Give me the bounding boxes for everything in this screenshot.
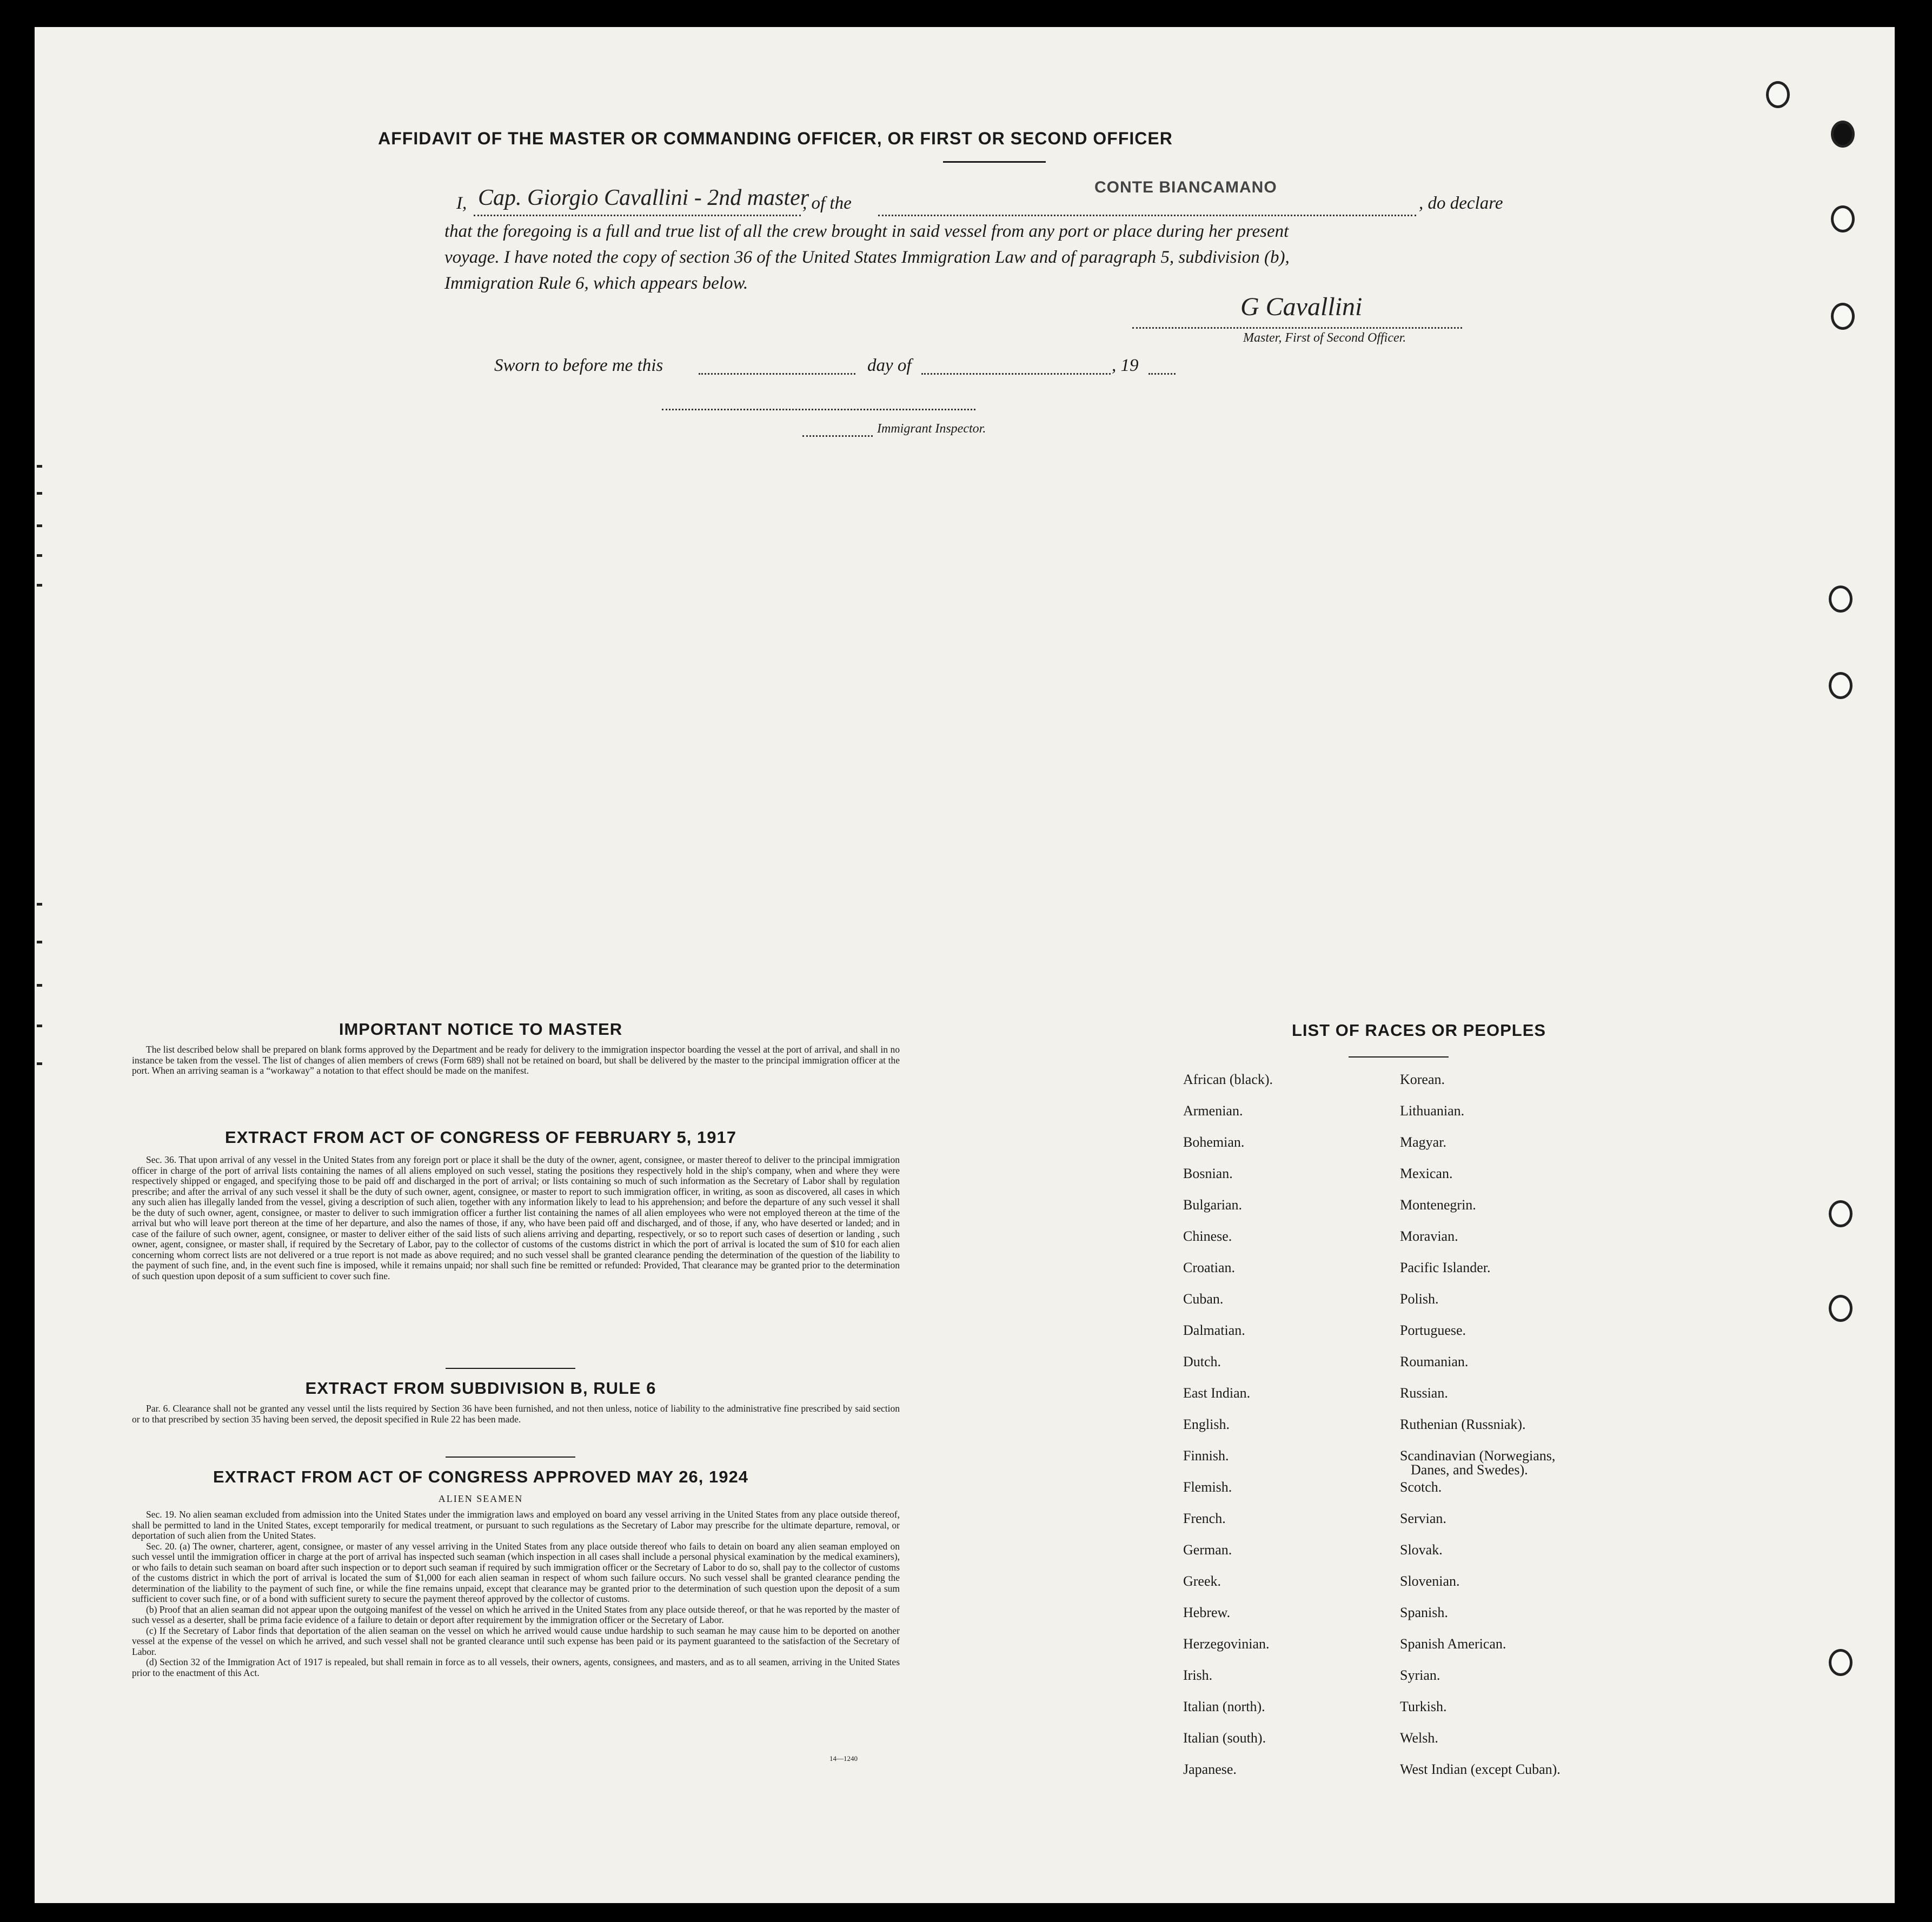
race-item: Scandinavian (Norwegians, xyxy=(1400,1448,1556,1464)
edge-mark xyxy=(37,984,42,987)
i-label: I, xyxy=(456,194,467,213)
race-item: Armenian. xyxy=(1183,1103,1243,1119)
binder-hole xyxy=(1829,1649,1853,1676)
binder-hole xyxy=(1829,1295,1853,1322)
race-item: Korean. xyxy=(1400,1072,1445,1087)
race-item: Mexican. xyxy=(1400,1166,1453,1181)
race-item: Roumanian. xyxy=(1400,1354,1469,1369)
document-page xyxy=(35,27,1895,1903)
race-item: French. xyxy=(1183,1511,1226,1526)
declaration-line-2: that the foregoing is a full and true list of all the crew brought in said vessel from any port or place during her present xyxy=(444,222,1289,241)
notice-paragraph: The list described below shall be prepared on blank forms approved by the Department and be ready for delivery to the immigration inspector boarding the vessel at the port of arrival, and shall in no instance be taken from the vessel. The list of changes of alien members of crews (Form 689) shall not be retained on board, but shall be delivered by the master to the principal immigration officer at the port. When an arriving seaman is a “workaway” a notation to that effect should be made on the manifest. xyxy=(132,1044,900,1076)
race-item: Lithuanian. xyxy=(1400,1103,1465,1119)
races-title: LIST OF RACES OR PEOPLES xyxy=(1291,1021,1546,1040)
edge-mark xyxy=(37,903,42,906)
race-item: Polish. xyxy=(1400,1291,1439,1307)
extract-rule6-title: EXTRACT FROM SUBDIVISION B, RULE 6 xyxy=(305,1379,656,1398)
race-item: Pacific Islander. xyxy=(1400,1260,1491,1275)
edge-mark xyxy=(37,1062,42,1065)
race-item: Magyar. xyxy=(1400,1134,1446,1150)
extract-rule6-text xyxy=(132,1404,900,1425)
sec-36-paragraph: Sec. 36. That upon arrival of any vessel in the United States from any foreign port or place it shall be the duty of the owner, agent, consignee, or master thereof to deliver to the principal immigration officer in charge of the port of arrival lists containing the names of all aliens employed on such vessel, stating the positions they respectively hold in the ship's company, when and where they were respectively shipped or engaged, and specifying those to be paid off and discharged in the port of arrival; or lists containing so much of such information as the Secretary of Labor shall by regulation prescribe; and after the arrival of any such vessel it shall be the duty of such owner, agent, consignee, or master to report to such immigration officer, in writing, as soon as discovered, all cases in which any such alien has illegally landed from the vessel, giving a description of such alien, together with any information likely to lead to his apprehension; and before the departure of any such vessel it shall be the duty of such owner, agent, consignee, or master to deliver to such immigration officer a further list containing the names of all alien employees who were not employed thereon at the time of the arrival but who will leave port thereon at the time of her departure, and also the names of those, if any, who have been paid off and discharged, and of those, if any, who have deserted or landed; and in case of the failure of such owner, agent, consignee, or master to deliver either of the said lists of such aliens arriving and departing, respectively, or so to report such cases of desertion or landing , such owner, agent, consignee, or master shall, if required by the Secretary of Labor, pay to the collector of customs of the customs district in which the port of arrival is located the sum of $10 for each alien concerning whom correct lists are not delivered or a true report is not made as above required; and no such vessel shall be granted clearance pending the determination of the question of the liability to the payment of such fine, and, in the event such fine is imposed, while it remains unpaid; nor shall such fine be remitted or refunded: Provided, That clearance may be granted prior to the determination of such question upon deposit of a sum sufficient to cover such fine. xyxy=(132,1154,900,1281)
section-divider xyxy=(446,1368,575,1369)
signature-line xyxy=(1132,327,1462,329)
master-signature: G Cavallini xyxy=(1240,292,1363,321)
binder-hole xyxy=(1829,586,1853,613)
race-item: West Indian (except Cuban). xyxy=(1400,1761,1561,1777)
inspector-signature-line xyxy=(662,409,975,410)
race-item: Portuguese. xyxy=(1400,1322,1466,1338)
race-item: Finnish. xyxy=(1183,1448,1229,1464)
inspector-prefix-line xyxy=(802,435,873,437)
race-item: Montenegrin. xyxy=(1400,1197,1476,1213)
binder-hole xyxy=(1766,81,1790,108)
form-number: 14—1240 xyxy=(829,1754,858,1763)
race-item: Italian (south). xyxy=(1183,1730,1266,1746)
declaration-line-3: voyage. I have noted the copy of section 36 of the United States Immigration Law and of paragraph 5, subdivision (b), xyxy=(444,248,1290,267)
race-item: Russian. xyxy=(1400,1385,1448,1401)
race-item: Danes, and Swedes). xyxy=(1411,1462,1528,1478)
race-item: Italian (north). xyxy=(1183,1699,1265,1714)
name-fill-line xyxy=(474,215,801,216)
edge-mark xyxy=(37,524,42,527)
binder-hole xyxy=(1829,672,1853,699)
vessel-fill-line xyxy=(878,215,1416,216)
race-item: East Indian. xyxy=(1183,1385,1251,1401)
race-item: Turkish. xyxy=(1400,1699,1447,1714)
race-item: Flemish. xyxy=(1183,1479,1232,1495)
race-item: Cuban. xyxy=(1183,1291,1224,1307)
sworn-day-line xyxy=(699,373,855,375)
race-item: English. xyxy=(1183,1416,1230,1432)
race-item: Slovenian. xyxy=(1400,1573,1460,1589)
sec-20a-paragraph: Sec. 20. (a) The owner, charterer, agent, consignee, or master of any vessel arriving in the United States from any place outside thereof who fails to detain on board any alien seaman employed on such vessel until the immigration officer in charge at the port of arrival has inspected such seaman (which inspection in all cases shall include a personal physical examination by the medical examiners), or who fails to detain such seaman on board after such inspection or to deport such seaman if required by such immigration officer or the Secretary of Labor to do so, shall pay to the collector of customs of the customs district in which the port of arrival is located the sum of $1,000 for each alien seaman in respect of whom such failure occurs. No such vessel shall be granted clearance pending the determination of the liability to the payment of such fine, or while the fine remains unpaid, except that clearance may be granted prior to the determination of such question upon the deposit of a sum sufficient to cover such fine, or of a bond with sufficient surety to secure the payment thereof approved by the collector of customs. xyxy=(132,1540,900,1604)
day-of-label: day of xyxy=(867,356,912,375)
race-item: Herzegovinian. xyxy=(1183,1636,1270,1652)
races-divider xyxy=(1349,1056,1449,1058)
race-item: Irish. xyxy=(1183,1667,1213,1683)
extract-1924-title: EXTRACT FROM ACT OF CONGRESS APPROVED MAY 26, 1924 xyxy=(213,1467,748,1486)
binder-hole xyxy=(1831,121,1855,148)
race-item: Syrian. xyxy=(1400,1667,1440,1683)
sec-19-paragraph: Sec. 19. No alien seaman excluded from admission into the United States under the immigration laws and employed on board any vessel arriving in the United States from any place outside thereof, shall be permitted to land in the United States, except temporarily for medical treatment, or pursuant to such regulations as the Secretary of Labor may prescribe for the ultimate departure, removal, or deportation of such alien from the United States. xyxy=(132,1509,900,1541)
binder-hole xyxy=(1831,205,1855,232)
of-the-label: , of the xyxy=(802,194,852,213)
notice-title: IMPORTANT NOTICE TO MASTER xyxy=(338,1020,623,1039)
signature-label: Master, First of Second Officer. xyxy=(1243,331,1406,345)
race-item: African (black). xyxy=(1183,1072,1273,1087)
declare-label: , do declare xyxy=(1419,194,1503,213)
extract-1917-title: EXTRACT FROM ACT OF CONGRESS OF FEBRUARY 5, 1917 xyxy=(225,1128,736,1147)
edge-mark xyxy=(37,554,42,557)
race-item: Croatian. xyxy=(1183,1260,1236,1275)
edge-mark xyxy=(37,465,42,468)
edge-mark xyxy=(37,1025,42,1027)
declaration-line-4: Immigration Rule 6, which appears below. xyxy=(444,274,748,293)
inspector-label: Immigrant Inspector. xyxy=(877,422,986,436)
year-label: , 19 xyxy=(1112,356,1139,375)
race-item: Spanish American. xyxy=(1400,1636,1506,1652)
edge-mark xyxy=(37,941,42,943)
race-item: Spanish. xyxy=(1400,1605,1448,1620)
extract-1924-text xyxy=(132,1509,900,1678)
race-item: Dutch. xyxy=(1183,1354,1221,1369)
race-item: Bohemian. xyxy=(1183,1134,1245,1150)
edge-mark xyxy=(37,584,42,587)
sec-20d-paragraph: (d) Section 32 of the Immigration Act of 1917 is repealed, but shall remain in force as to all vessels, their owners, agents, consignees, and masters, and as to all seamen, arriving in the United States prior to the enactment of this Act. xyxy=(132,1657,900,1678)
race-item: Dalmatian. xyxy=(1183,1322,1245,1338)
notice-text xyxy=(132,1045,900,1076)
par-6-paragraph: Par. 6. Clearance shall not be granted any vessel until the lists required by Section 36 have been furnished, and not then unless, notice of liability to the administrative fine prescribed by said section or to that prescribed by section 35 having been served, the deposit specified in Rule 22 has been made. xyxy=(132,1403,900,1425)
race-item: Moravian. xyxy=(1400,1228,1458,1244)
race-item: Slovak. xyxy=(1400,1542,1443,1558)
binder-hole xyxy=(1829,1200,1853,1227)
sec-20b-paragraph: (b) Proof that an alien seaman did not appear upon the outgoing manifest of the vessel on which he arrived in the United States from any place outside thereof, or that he was reported by the master of such vessel as a deserter, shall be prima facie evidence of a failure to detain or deport after requirement by the immigration officer or the Secretary of Labor. xyxy=(132,1604,900,1625)
edge-mark xyxy=(37,492,42,495)
race-item: Scotch. xyxy=(1400,1479,1442,1495)
section-divider xyxy=(446,1457,575,1458)
binder-hole xyxy=(1831,303,1855,330)
title-divider xyxy=(943,161,1046,163)
vessel-name-stamp: CONTE BIANCAMANO xyxy=(1094,178,1277,196)
extract-1917-text xyxy=(132,1155,900,1281)
race-item: Welsh. xyxy=(1400,1730,1438,1746)
officer-name-handwritten: Cap. Giorgio Cavallini - 2nd master xyxy=(478,185,809,210)
race-item: German. xyxy=(1183,1542,1232,1558)
race-item: Hebrew. xyxy=(1183,1605,1231,1620)
sworn-label: Sworn to before me this xyxy=(494,356,663,375)
race-item: Servian. xyxy=(1400,1511,1446,1526)
sworn-year-line xyxy=(1148,373,1176,375)
race-item: Ruthenian (Russniak). xyxy=(1400,1416,1526,1432)
race-item: Japanese. xyxy=(1183,1761,1237,1777)
race-item: Chinese. xyxy=(1183,1228,1232,1244)
race-item: Greek. xyxy=(1183,1573,1221,1589)
alien-seamen-subtitle: ALIEN SEAMEN xyxy=(438,1493,523,1504)
declaration-line-1 xyxy=(456,194,467,214)
affidavit-title: AFFIDAVIT OF THE MASTER OR COMMANDING OFFICER, OR FIRST OR SECOND OFFICER xyxy=(378,129,1173,148)
sec-20c-paragraph: (c) If the Secretary of Labor finds that deportation of the alien seaman on the vessel on which he arrived would cause undue hardship to such seaman he may cause him to be deported on another vessel at the expense of the vessel on which he arrived, and such vessel shall not be granted clearance until such expense has been paid or its payment guaranteed to the satisfaction of the Secretary of Labor. xyxy=(132,1625,900,1657)
race-item: Bulgarian. xyxy=(1183,1197,1243,1213)
sworn-month-line xyxy=(921,373,1111,375)
race-item: Bosnian. xyxy=(1183,1166,1233,1181)
